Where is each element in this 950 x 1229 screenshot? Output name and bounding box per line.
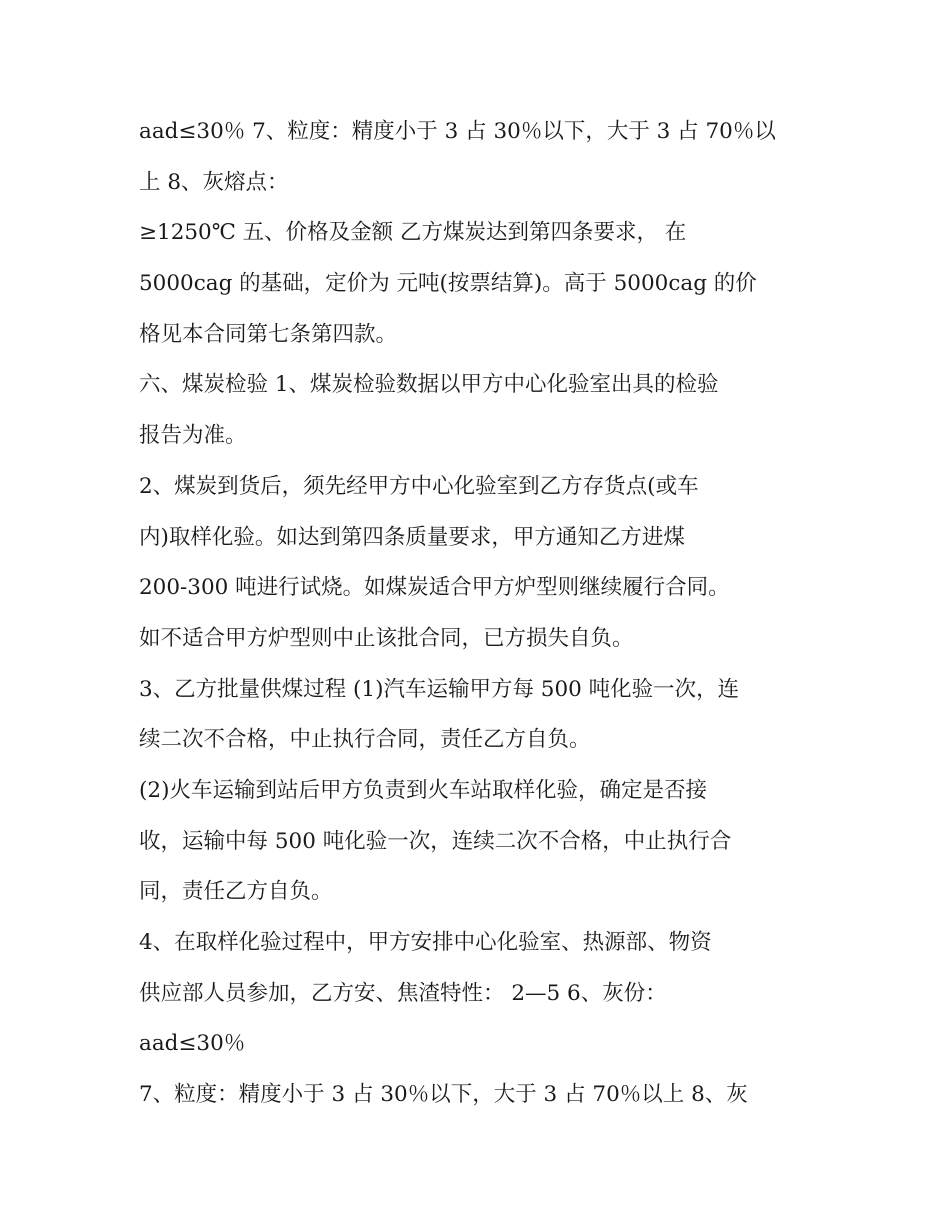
text-line: 如不适合甲方炉型则中止该批合同，已方损失自负。 <box>139 625 634 651</box>
text-line: 供应部人员参加，乙方安、焦渣特性： 2—5 6、灰份： <box>139 980 667 1006</box>
document-body <box>139 107 819 1121</box>
text-line: 格见本合同第七条第四款。 <box>139 321 398 347</box>
text-line: 上 8、灰熔点： <box>139 169 289 195</box>
text-line: 4、在取样化验过程中，甲方安排中心化验室、热源部、物资 <box>139 930 712 955</box>
text-line: aad≤30％ 7、粒度：精度小于 3 占 30％以下，大于 3 占 70％以 <box>139 119 776 144</box>
text-line: 六、煤炭检验 1、煤炭检验数据以甲方中心化验室出具的检验 <box>139 372 719 398</box>
text-line: (2)火车运输到站后甲方负责到火车站取样化验，确定是否接 <box>139 777 707 803</box>
text-line: 3、乙方批量供煤过程 (1)汽车运输甲方每 500 吨化验一次，连 <box>139 676 740 702</box>
text-line: 7、粒度：精度小于 3 占 30％以下，大于 3 占 70％以上 8、灰 <box>139 1082 748 1108</box>
text-line: 续二次不合格，中止执行合同，责任乙方自负。 <box>139 727 591 753</box>
text-line: 同，责任乙方自负。 <box>139 879 333 905</box>
text-line: 报告为准。 <box>139 423 247 449</box>
text-line: ≥1250℃ 五、价格及金额 乙方煤炭达到第四条要求， 在 <box>139 220 687 246</box>
text-line: 内)取样化验。如达到第四条质量要求，甲方通知乙方进煤 <box>139 524 685 550</box>
text-line: aad≤30％ <box>139 1031 246 1057</box>
text-line: 200-300 吨进行试烧。如煤炭适合甲方炉型则继续履行合同。 <box>139 575 730 601</box>
text-line: 2、煤炭到货后，须先经甲方中心化验室到乙方存货点(或车 <box>139 473 699 499</box>
text-line: 收，运输中每 500 吨化验一次，连续二次不合格，中止执行合 <box>139 828 732 854</box>
text-line: 5000cag 的基础，定价为 元吨(按票结算)。高于 5000cag 的价 <box>139 271 757 297</box>
